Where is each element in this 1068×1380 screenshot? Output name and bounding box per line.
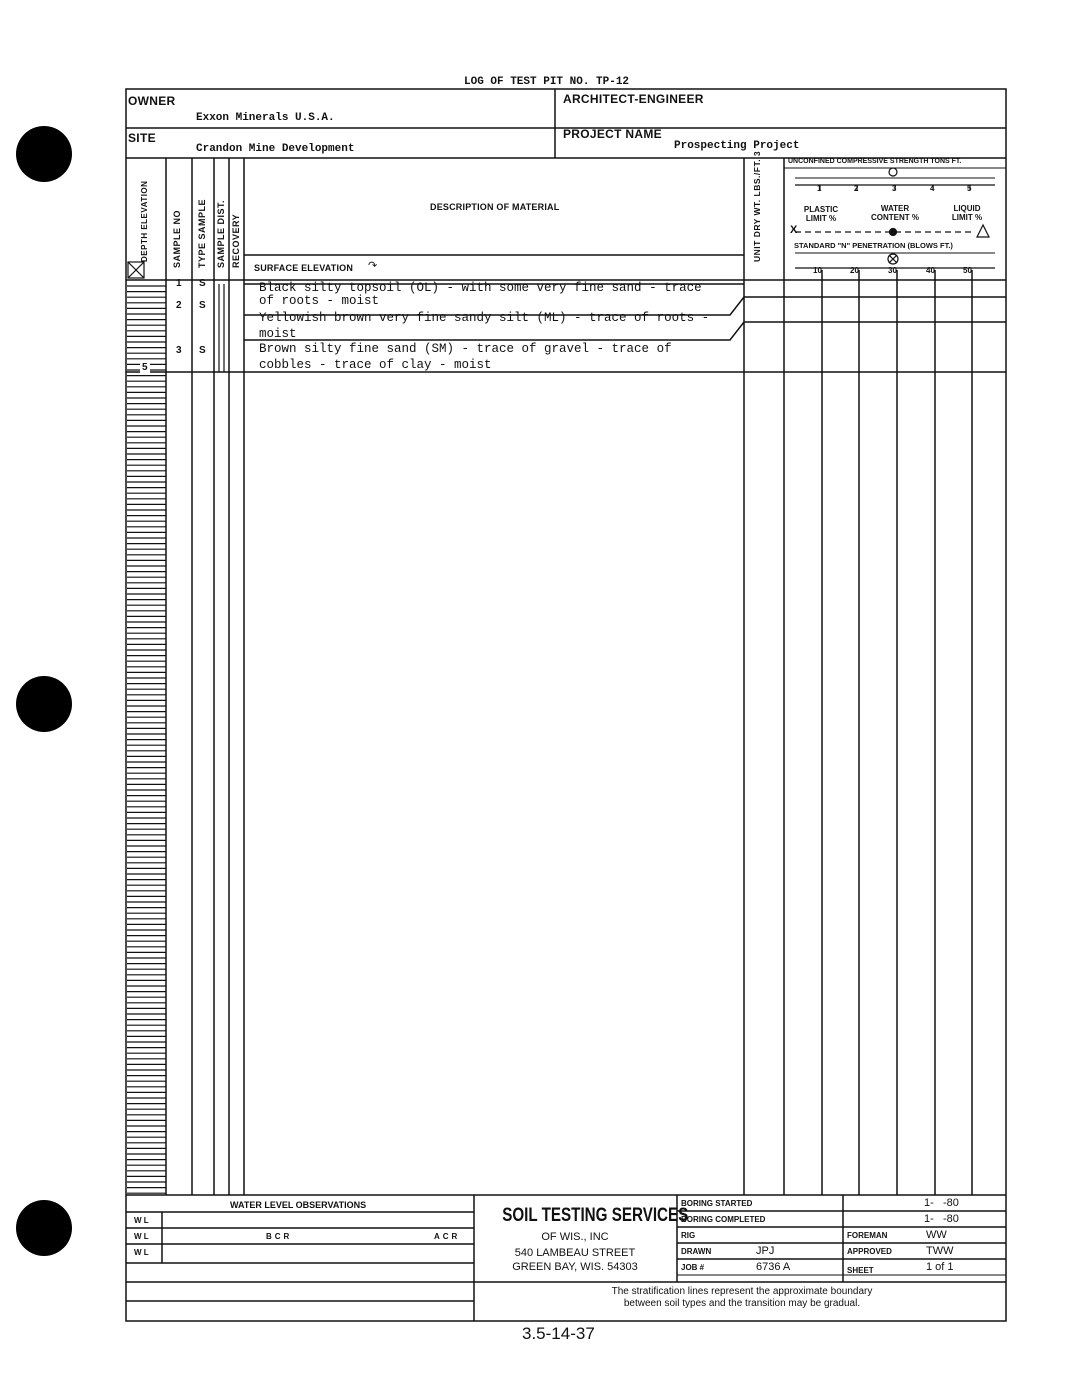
wl-row-1: W L	[134, 1216, 149, 1225]
recovery-header: RECOVERY	[231, 213, 241, 268]
wl-row-2: W L	[134, 1232, 149, 1241]
foreman-label: FOREMAN	[847, 1231, 888, 1240]
layer-2-line-2: moist	[259, 327, 297, 341]
architect-label: ARCHITECT-ENGINEER	[563, 92, 704, 106]
sample-type-3: S	[199, 345, 206, 356]
acr-label: ACR	[434, 1232, 461, 1241]
strength-tick-1: 1	[817, 184, 822, 193]
approved-label: APPROVED	[847, 1247, 892, 1256]
water-level-title: WATER LEVEL OBSERVATIONS	[230, 1200, 367, 1210]
boring-completed-label: BORING COMPLETED	[681, 1215, 766, 1224]
site-label: SITE	[128, 131, 156, 145]
layer-3-line-2: cobbles - trace of clay - moist	[259, 358, 492, 372]
approved-value: TWW	[926, 1245, 954, 1257]
standard-penetration-label: STANDARD "N" PENETRATION (BLOWS FT.)	[794, 241, 953, 250]
depth-elevation-header: DEPTH ELEVATION	[140, 180, 149, 262]
strength-tick-5: 5	[967, 184, 972, 193]
water-content-label: WATER CONTENT %	[871, 204, 919, 222]
depth-mark: 5	[142, 362, 148, 373]
sheet-value: 1 of 1	[926, 1261, 954, 1273]
project-value: Prospecting Project	[674, 140, 800, 152]
rig-label: RIG	[681, 1231, 696, 1240]
unit-dry-wt-header: UNIT DRY WT. LBS./FT. 3	[752, 150, 762, 262]
strength-tick-3: 3	[892, 184, 897, 193]
sample-dist-header: SAMPLE DIST.	[216, 199, 226, 268]
penetration-tick-40: 40	[926, 266, 935, 275]
unconfined-strength-label: UNCONFINED COMPRESSIVE STRENGTH TONS FT.	[788, 158, 962, 165]
company-name: SOIL TESTING SERVICES	[502, 1205, 689, 1226]
company-line2: OF WIS., INC	[541, 1231, 609, 1243]
company-street: 540 LAMBEAU STREET	[514, 1247, 636, 1259]
layer-2-line-1: Yellowish brown very fine sandy silt (ML) - trace of roots -	[259, 311, 710, 325]
boring-started-label: BORING STARTED	[681, 1199, 753, 1208]
owner-value: Exxon Minerals U.S.A.	[196, 112, 335, 124]
sample-no-3: 3	[176, 345, 182, 356]
log-title: LOG OF TEST PIT NO. TP-12	[464, 76, 630, 88]
sample-type-1: S	[199, 278, 206, 289]
description-header: DESCRIPTION OF MATERIAL	[430, 202, 560, 212]
site-value: Crandon Mine Development	[196, 143, 355, 155]
boring-completed-value: 1- -80	[924, 1213, 959, 1225]
layer-1-line-1: Black silty topsoil (OL) - with some very fine sand - trace	[259, 281, 702, 295]
foreman-value: WW	[926, 1229, 947, 1241]
penetration-tick-50: 50	[963, 266, 972, 275]
boring-started-value: 1- -80	[924, 1197, 959, 1209]
sample-no-1: 1	[176, 278, 182, 289]
footnote-line-1: The stratification lines represent the approximate boundary	[611, 1286, 873, 1297]
footnote-line-2: between soil types and the transition may be gradual.	[623, 1298, 861, 1309]
company-city: GREEN BAY, WIS. 54303	[512, 1261, 638, 1273]
surface-elevation-label: SURFACE ELEVATION	[254, 263, 354, 273]
sample-type-2: S	[199, 300, 206, 311]
job-label: JOB #	[681, 1263, 705, 1272]
penetration-tick-30: 30	[888, 266, 897, 275]
drawn-label: DRAWN	[681, 1247, 712, 1256]
wl-row-3: W L	[134, 1248, 149, 1257]
page-number: 3.5-14-37	[522, 1324, 595, 1343]
sample-no-2: 2	[176, 300, 182, 311]
strength-tick-4: 4	[930, 184, 935, 193]
sample-no-header: SAMPLE NO	[172, 209, 182, 268]
arrow-icon: ↷	[368, 260, 378, 272]
layer-1-line-2: of roots - moist	[259, 294, 380, 308]
bcr-label: BCR	[266, 1232, 293, 1241]
plastic-x-icon: X	[790, 224, 798, 236]
liquid-limit-label: LIQUID LIMIT %	[951, 204, 983, 222]
sheet-label: SHEET	[847, 1266, 874, 1275]
penetration-tick-20: 20	[850, 266, 859, 275]
penetration-tick-10: 10	[813, 266, 822, 275]
type-sample-header: TYPE SAMPLE	[197, 198, 207, 268]
strength-tick-2: 2	[854, 184, 859, 193]
drawn-value: JPJ	[756, 1245, 775, 1257]
project-label: PROJECT NAME	[563, 127, 662, 141]
owner-label: OWNER	[128, 94, 176, 108]
plastic-limit-label: PLASTIC LIMIT %	[803, 205, 839, 223]
layer-3-line-1: Brown silty fine sand (SM) - trace of gravel - trace of	[259, 342, 672, 356]
job-value: 6736 A	[756, 1261, 791, 1273]
